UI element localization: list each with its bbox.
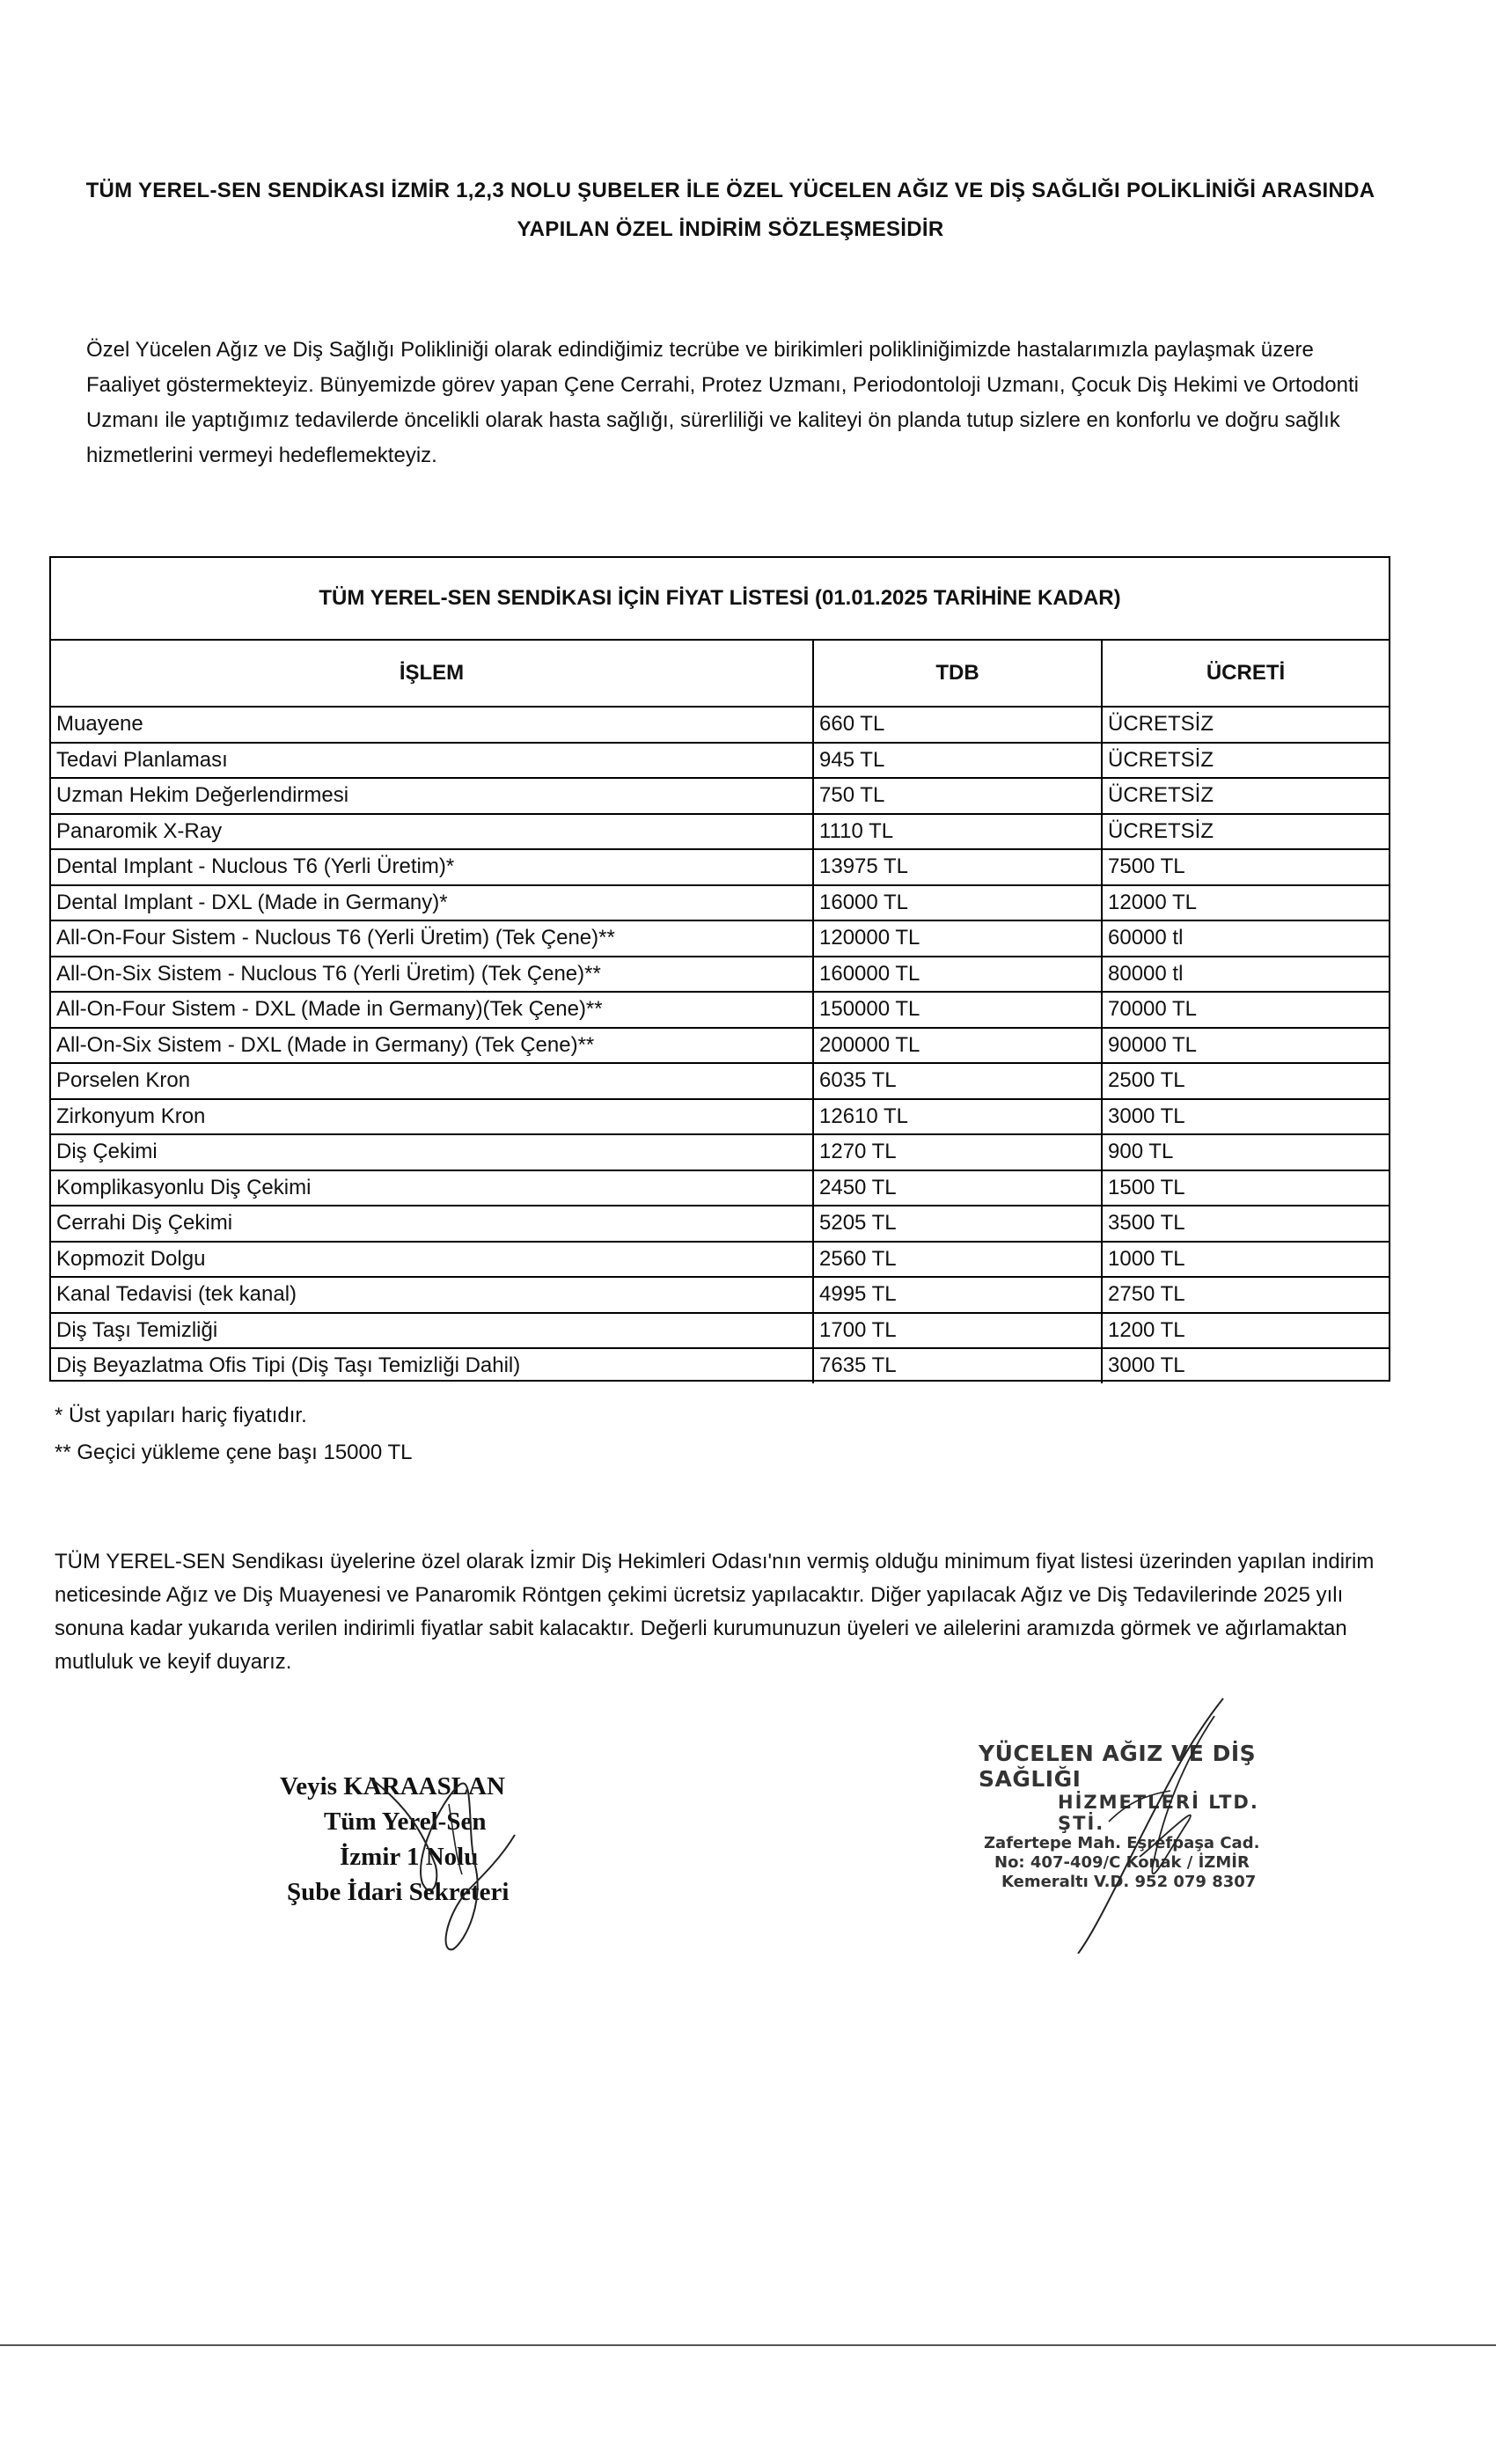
tdb-price-cell: 1270 TL	[813, 1134, 1102, 1170]
footnote-1: * Üst yapıları hariç fiyatıdır.	[55, 1404, 307, 1427]
signatory-name: Veyis KARAASLAN	[280, 1772, 505, 1800]
handwritten-signature-right	[1056, 1690, 1250, 1954]
discount-price-cell: ÜCRETSİZ	[1102, 743, 1389, 779]
handwritten-signature-left	[352, 1751, 546, 1962]
table-row	[51, 1206, 1389, 1242]
intro-paragraph: Özel Yücelen Ağız ve Diş Sağlığı Polikliniği olarak edindiğimiz tecrübe ve birikimleri polikliniğimizde hastalarımızla paylaşmak üzere Faaliyet göstermekteyiz. Bünyemizde görev yapan Çene Cerrahi, Protez Uzmanı, Periodontoloji Uzmanı, Çocuk Diş Hekimi ve Ortodonti Uzmanı ile yaptığımız tedavilerde öncelikli olarak hasta sağlığı, sürerliliği ve kaliteyi ön planda tutup sizlere en konforlu ve doğru sağlık hizmetlerini vermeyi hedeflemekteyiz.	[86, 338, 1359, 467]
title-line-1: TÜM YEREL-SEN SENDİKASI İZMİR 1,2,3 NOLU ŞUBELER İLE ÖZEL YÜCELEN AĞIZ VE DİŞ SAĞLIĞI POLİKLİNİĞİ ARASINDA	[85, 179, 1375, 202]
tdb-price-cell: 160000 TL	[813, 957, 1102, 993]
tdb-price-cell: 200000 TL	[813, 1028, 1102, 1064]
procedure-cell: Cerrahi Diş Çekimi	[51, 1206, 813, 1242]
procedure-cell: Kopmozit Dolgu	[51, 1242, 813, 1278]
signatory-branch: İzmir 1 Nolu	[340, 1843, 479, 1871]
discount-price-cell: 3000 TL	[1102, 1099, 1389, 1135]
tdb-price-cell: 120000 TL	[813, 920, 1102, 957]
table-row	[51, 1348, 1389, 1383]
tdb-price-cell: 6035 TL	[813, 1063, 1102, 1099]
discount-price-cell: ÜCRETSİZ	[1102, 814, 1389, 850]
tdb-price-cell: 13975 TL	[813, 849, 1102, 885]
procedure-cell: Muayene	[51, 707, 813, 743]
stamp-line-3: Zafertepe Mah. Eşrefpaşa Cad.	[984, 1834, 1260, 1852]
procedure-cell: Dental Implant - DXL (Made in Germany)*	[51, 885, 813, 921]
discount-price-cell: 2500 TL	[1102, 1063, 1389, 1099]
tdb-price-cell: 150000 TL	[813, 992, 1102, 1028]
table-row	[51, 1134, 1389, 1170]
table-row	[51, 1277, 1389, 1313]
procedure-cell: Tedavi Planlaması	[51, 743, 813, 779]
stamp-line-5: Kemeraltı V.D. 952 079 8307	[1001, 1873, 1257, 1891]
price-table	[51, 641, 1389, 1383]
footnote-2: ** Geçici yükleme çene başı 15000 TL	[55, 1441, 413, 1464]
discount-price-cell: 900 TL	[1102, 1134, 1389, 1170]
tdb-price-cell: 1110 TL	[813, 814, 1102, 850]
tdb-price-cell: 1700 TL	[813, 1313, 1102, 1349]
signatory-title: Şube İdari Sekreteri	[287, 1878, 510, 1906]
signatory-org: Tüm Yerel-Sen	[324, 1808, 487, 1836]
stamp-line-2: HİZMETLERİ LTD. ŞTİ.	[1058, 1792, 1259, 1834]
header-ucret: ÜCRETİ	[1102, 641, 1389, 707]
stamp-line-1: YÜCELEN AĞIZ VE DİŞ SAĞLIĞI	[979, 1741, 1257, 1792]
discount-price-cell: 1000 TL	[1102, 1242, 1389, 1278]
discount-price-cell: 80000 tl	[1102, 957, 1389, 993]
procedure-cell: Panaromik X-Ray	[51, 814, 813, 850]
table-row	[51, 1242, 1389, 1278]
table-row	[51, 707, 1389, 743]
tdb-price-cell: 4995 TL	[813, 1277, 1102, 1313]
discount-price-cell: 2750 TL	[1102, 1277, 1389, 1313]
tdb-price-cell: 945 TL	[813, 743, 1102, 779]
stamp-line-4: No: 407-409/C Konak / İZMİR	[994, 1853, 1250, 1872]
procedure-cell: Komplikasyonlu Diş Çekimi	[51, 1170, 813, 1206]
tdb-price-cell: 2560 TL	[813, 1242, 1102, 1278]
table-row	[51, 743, 1389, 779]
table-row	[51, 778, 1389, 814]
discount-price-cell: 3000 TL	[1108, 1353, 1185, 1378]
procedure-cell: Diş Beyazlatma Ofis Tipi (Diş Taşı Temizliği Dahil)	[51, 1348, 813, 1383]
table-row	[51, 885, 1389, 921]
table-row	[51, 849, 1389, 885]
tdb-price-cell: 7635 TL	[813, 1348, 1102, 1383]
tdb-price-cell: 660 TL	[813, 707, 1102, 743]
table-row	[51, 1028, 1389, 1064]
procedure-cell: All-On-Six Sistem - DXL (Made in Germany) (Tek Çene)**	[51, 1028, 813, 1064]
discount-price-cell: 1200 TL	[1102, 1313, 1389, 1349]
tdb-price-cell: 16000 TL	[813, 885, 1102, 921]
tdb-price-cell: 750 TL	[813, 778, 1102, 814]
tdb-price-cell: 12610 TL	[813, 1099, 1102, 1135]
price-list-title: TÜM YEREL-SEN SENDİKASI İÇİN FİYAT LİSTESİ (01.01.2025 TARİHİNE KADAR)	[51, 558, 1389, 641]
procedure-cell: Uzman Hekim Değerlendirmesi	[51, 778, 813, 814]
closing-paragraph: TÜM YEREL-SEN Sendikası üyelerine özel olarak İzmir Diş Hekimleri Odası'nın vermiş olduğu minimum fiyat listesi üzerinden yapılan indirim neticesinde Ağız ve Diş Muayenesi ve Panaromik Röntgen çekimi ücretsiz yapılacaktır. Diğer yapılacak Ağız ve Diş Tedavilerinde 2025 yılı sonuna kadar yukarıda verilen indirimli fiyatlar sabit kalacaktır. Değerli kurumunuzun üyeleri ve ailelerini aramızda görmek ve ağırlamaktan mutluluk ve keyif duyarız.	[55, 1550, 1375, 1674]
procedure-cell: Diş Çekimi	[51, 1134, 813, 1170]
discount-price-cell: 12000 TL	[1102, 885, 1389, 921]
page-divider	[0, 2344, 1496, 2346]
procedure-cell: Porselen Kron	[51, 1063, 813, 1099]
discount-price-cell: 90000 TL	[1102, 1028, 1389, 1064]
table-row	[51, 920, 1389, 957]
discount-price-cell: 7500 TL	[1102, 849, 1389, 885]
header-tdb: TDB	[813, 641, 1102, 707]
discount-price-cell: 3500 TL	[1102, 1206, 1389, 1242]
discount-price-cell: 70000 TL	[1102, 992, 1389, 1028]
table-row	[51, 1063, 1389, 1099]
table-row	[51, 1099, 1389, 1135]
procedure-cell: All-On-Six Sistem - Nuclous T6 (Yerli Üretim) (Tek Çene)**	[51, 957, 813, 993]
table-row	[51, 957, 1389, 993]
header-islem: İŞLEM	[51, 641, 813, 707]
discount-price-cell: ÜCRETSİZ	[1102, 707, 1389, 743]
procedure-cell: Diş Taşı Temizliği	[51, 1313, 813, 1349]
table-row	[51, 1170, 1389, 1206]
discount-price-cell: 1500 TL	[1102, 1170, 1389, 1206]
table-row	[51, 992, 1389, 1028]
tdb-price-cell: 5205 TL	[813, 1206, 1102, 1242]
tdb-price-cell: 2450 TL	[813, 1170, 1102, 1206]
price-table-header	[51, 641, 1389, 707]
procedure-cell: All-On-Four Sistem - Nuclous T6 (Yerli Üretim) (Tek Çene)**	[51, 920, 813, 957]
document-title	[70, 172, 1390, 249]
procedure-cell: Zirkonyum Kron	[51, 1099, 813, 1135]
procedure-cell: All-On-Four Sistem - DXL (Made in Germany)(Tek Çene)**	[51, 992, 813, 1028]
table-row	[51, 1313, 1389, 1349]
procedure-cell: Dental Implant - Nuclous T6 (Yerli Üretim)*	[51, 849, 813, 885]
discount-price-cell: 60000 tl	[1102, 920, 1389, 957]
title-line-2: YAPILAN ÖZEL İNDİRİM SÖZLEŞMESİDİR	[517, 217, 944, 241]
discount-price-cell: ÜCRETSİZ	[1102, 778, 1389, 814]
table-row	[51, 814, 1389, 850]
price-list-box	[49, 556, 1390, 1382]
procedure-cell: Kanal Tedavisi (tek kanal)	[51, 1277, 813, 1313]
footnotes	[55, 1397, 412, 1471]
